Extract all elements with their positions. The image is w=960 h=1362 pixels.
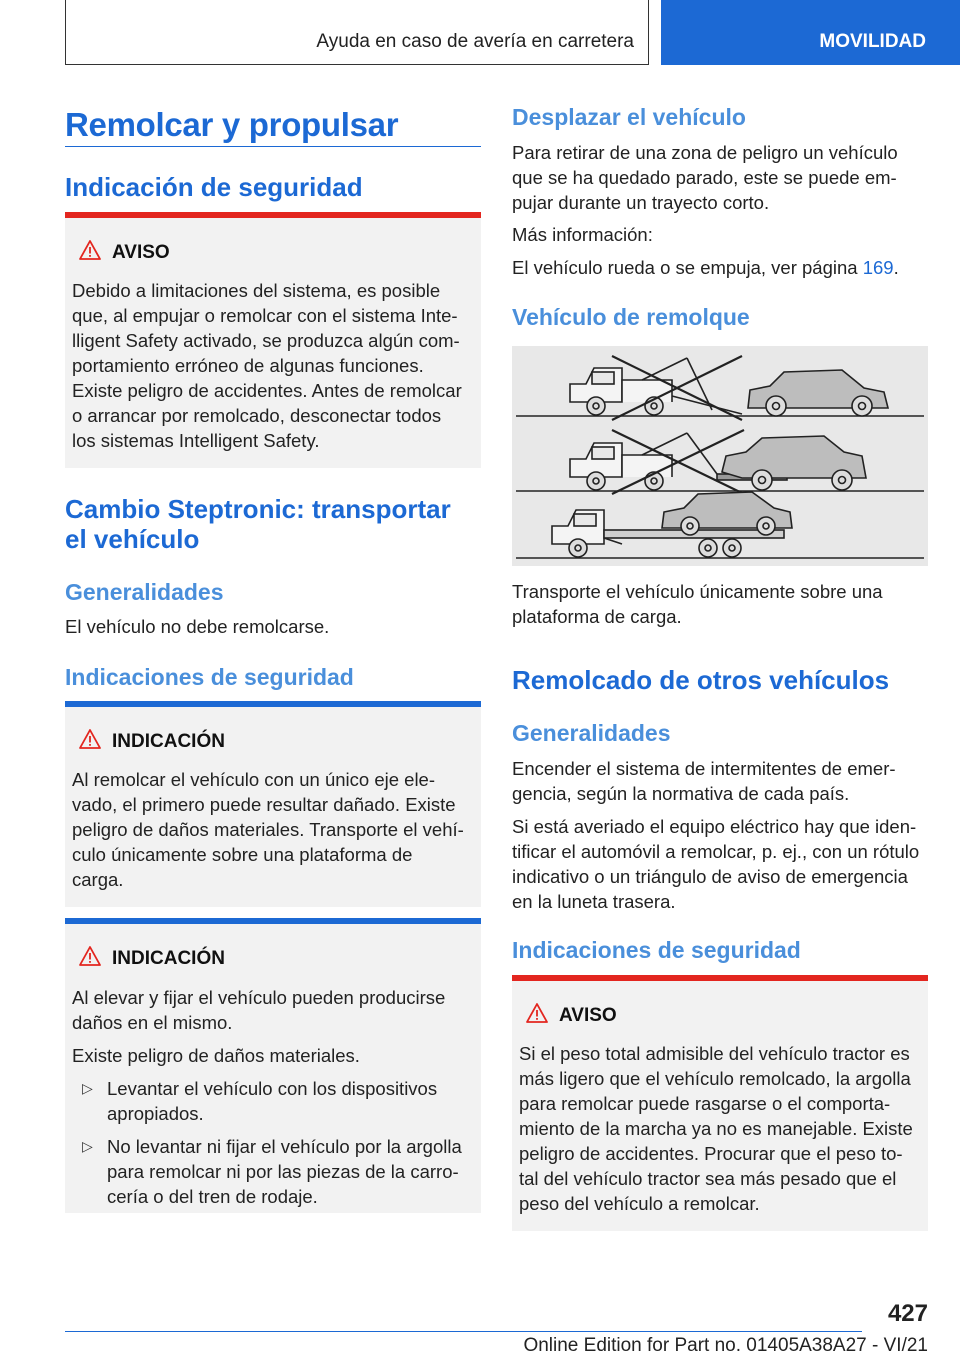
- page-reference: [512, 255, 899, 280]
- note-box-2: [65, 918, 481, 1213]
- aviso-line: los sistemas Intelligent Safety.: [72, 430, 320, 451]
- list-item-line: cería o del tren de rodaje.: [107, 1186, 318, 1207]
- safety-heading-right: Indicaciones de seguridad: [512, 937, 801, 963]
- warning-icon: [79, 946, 101, 966]
- aviso-line: lligent Safety activado, se produzca algún com-: [72, 330, 460, 351]
- header-section: [65, 0, 649, 65]
- warning-icon: [526, 1003, 548, 1023]
- caption-line: plataforma de carga.: [512, 606, 682, 627]
- aviso-line: miento de la marcha ya no es manejable. Existe: [519, 1118, 913, 1139]
- page-number: 427: [887, 1300, 928, 1327]
- footer-edition: Online Edition for Part no. 01405A38A27 - VI/21: [523, 1335, 928, 1356]
- aviso-label: AVISO: [559, 1005, 617, 1026]
- general-line: en la luneta trasera.: [512, 891, 676, 912]
- aviso-line: que, al empujar o remolcar con el sistema Inte-: [72, 305, 458, 326]
- aviso-text: [72, 278, 462, 453]
- list-item: [72, 1076, 462, 1126]
- note-text: [72, 985, 462, 1209]
- note-box-1: [65, 701, 481, 907]
- warning-icon: [79, 729, 101, 749]
- note-line: daños en el mismo.: [72, 1012, 233, 1033]
- general-line: tificar el automóvil a remolcar, p. ej., con un rótulo: [512, 841, 920, 862]
- towing-illustration: [512, 346, 928, 566]
- illustration-caption: [512, 579, 883, 629]
- aviso-line: portamiento erróneo de algunas funciones.: [72, 355, 424, 376]
- note-line: culo únicamente sobre una plataforma de: [72, 844, 413, 865]
- aviso-line: o arrancar por remolcado, desconectar todos: [72, 405, 442, 426]
- push-line: que se ha quedado parado, este se puede em-: [512, 167, 897, 188]
- list-item-line: para remolcar ni por las piezas de la carro-: [107, 1161, 459, 1182]
- aviso-box-2: [512, 975, 928, 1231]
- list-item-line: No levantar ni fijar el vehículo por la argolla: [107, 1136, 462, 1157]
- note-label: INDICACIÓN: [112, 948, 225, 969]
- aviso-text: [519, 1041, 913, 1216]
- tow-vehicle-heading: Vehículo de remolque: [512, 304, 750, 330]
- triangle-bullet-icon: ▷: [82, 1080, 93, 1096]
- towing-diagram-image: [512, 346, 928, 566]
- general-line: indicativo o un triángulo de aviso de emergencia: [512, 866, 908, 887]
- note-label: INDICACIÓN: [112, 731, 225, 752]
- aviso-line: Existe peligro de accidentes. Antes de remolcar: [72, 380, 462, 401]
- aviso-line: peso del vehículo a remolcar.: [519, 1193, 760, 1214]
- general-line: Si está averiado el equipo eléctrico hay que iden-: [512, 816, 917, 837]
- triangle-bullet-icon: ▷: [82, 1138, 93, 1154]
- note-line: Existe peligro de daños materiales.: [72, 1045, 360, 1066]
- aviso-label: AVISO: [112, 242, 170, 263]
- aviso-line: Debido a limitaciones del sistema, es posible: [72, 280, 441, 301]
- reference-end: .: [893, 257, 899, 278]
- page-link[interactable]: 169: [862, 257, 894, 278]
- aviso-line: para remolcar puede rasgarse o el comporta-: [519, 1093, 891, 1114]
- page-title: Remolcar y propulsar: [65, 106, 399, 143]
- title-rule: [65, 146, 481, 147]
- general-text-right: [512, 756, 919, 914]
- footer-rule: [65, 1331, 862, 1332]
- note-line: Al remolcar el vehículo con un único eje ele-: [72, 769, 435, 790]
- safety2-heading-left: Indicaciones de seguridad: [65, 664, 354, 690]
- push-text: [512, 140, 898, 215]
- general-text-left: El vehículo no debe remolcarse.: [65, 616, 330, 637]
- general-line: gencia, según la normativa de cada país.: [512, 783, 850, 804]
- note-line: vado, el primero puede resultar dañado. Existe: [72, 794, 456, 815]
- note-text: [72, 767, 464, 892]
- aviso-line: peligro de accidentes. Procurar que el peso to-: [519, 1143, 903, 1164]
- safety-heading: Indicación de seguridad: [65, 172, 363, 202]
- general-heading-right: Generalidades: [512, 720, 671, 746]
- push-line: pujar durante un trayecto corto.: [512, 192, 770, 213]
- aviso-line: Si el peso total admisible del vehículo tractor es: [519, 1043, 910, 1064]
- header-section-title: Ayuda en caso de avería en carretera: [316, 31, 634, 52]
- header-chapter-title: MOVILIDAD: [819, 31, 926, 52]
- header-chapter: [661, 0, 960, 65]
- others-heading: Remolcado de otros vehículos: [512, 665, 890, 695]
- caption-line: Transporte el vehículo únicamente sobre una: [512, 581, 883, 602]
- list-item-line: apropiados.: [107, 1103, 204, 1124]
- note-line: peligro de daños materiales. Transporte el vehí-: [72, 819, 464, 840]
- push-line: Para retirar de una zona de peligro un vehículo: [512, 142, 898, 163]
- aviso-box: [65, 212, 481, 468]
- steptronic-heading-line: el vehículo: [65, 524, 200, 554]
- list-item-line: Levantar el vehículo con los dispositivos: [107, 1078, 438, 1099]
- general-line: Encender el sistema de intermitentes de emer-: [512, 758, 896, 779]
- push-heading: Desplazar el vehículo: [512, 104, 746, 130]
- aviso-line: más ligero que el vehículo remolcado, la argolla: [519, 1068, 911, 1089]
- general-heading-left: Generalidades: [65, 579, 224, 605]
- note-line: Al elevar y fijar el vehículo pueden producirse: [72, 987, 446, 1008]
- reference-text: El vehículo rueda o se empuja, ver página: [512, 257, 863, 278]
- more-info: Más información:: [512, 224, 653, 245]
- list-item: [72, 1134, 462, 1209]
- aviso-line: tal del vehículo tractor sea más pesado que el: [519, 1168, 897, 1189]
- warning-icon: [79, 240, 101, 260]
- steptronic-heading: [65, 494, 451, 554]
- note-line: carga.: [72, 869, 124, 890]
- steptronic-heading-line: Cambio Steptronic: transportar: [65, 494, 451, 524]
